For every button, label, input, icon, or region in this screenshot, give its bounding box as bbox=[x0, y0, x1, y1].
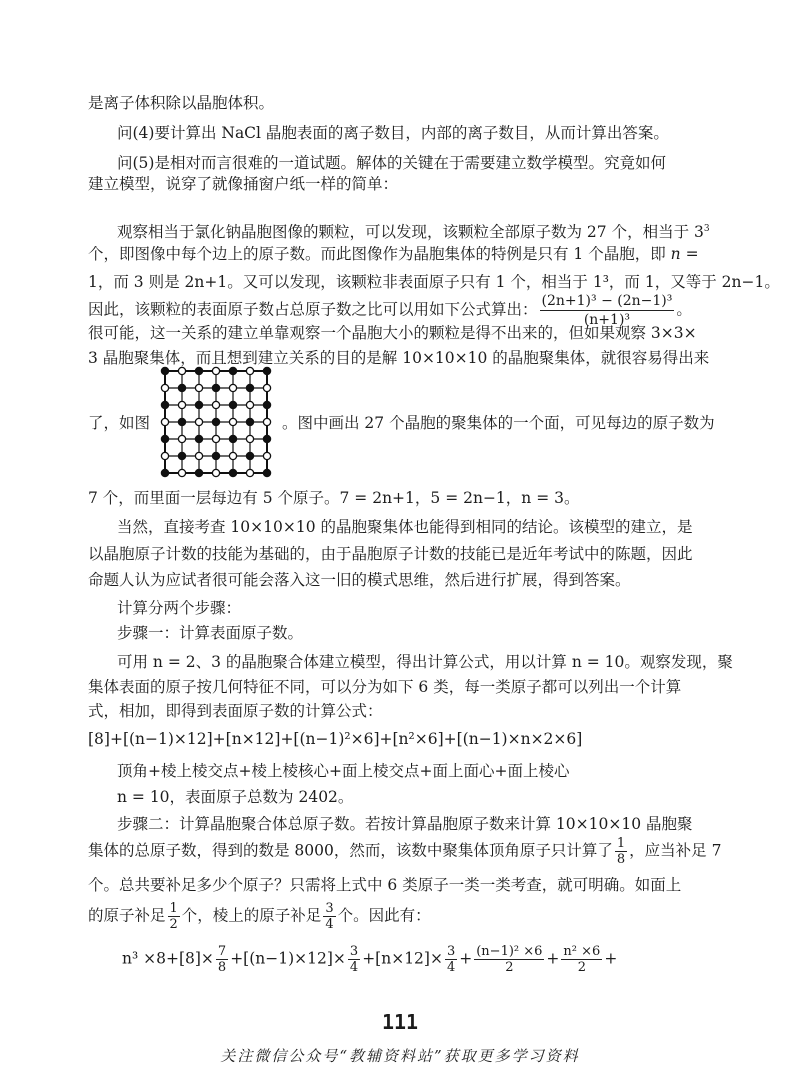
text-span: 个。因此有： bbox=[337, 906, 431, 925]
fraction-numerator: 3 bbox=[325, 901, 334, 916]
fraction bbox=[216, 944, 228, 975]
formula-line bbox=[0, 944, 800, 975]
lattice-atom-solid bbox=[263, 367, 270, 374]
text-line: 当然，直接考查 10×10×10 的晶胞聚集体也能得到相同的结论。该模型的建立，是 bbox=[117, 518, 693, 536]
text-span: 因此，该颗粒的表面原子数占总原子数之比可以用如下公式算出： bbox=[88, 300, 538, 319]
text-line: 1，而 3 则是 2n+1。又可以发现，该颗粒非表面原子只有 1 个，相当于 1³，而 1，又等于 2n−1。 bbox=[88, 273, 780, 291]
lattice-atom-solid bbox=[246, 418, 253, 425]
lattice-atom-hollow bbox=[263, 418, 270, 425]
text-span: 集体的总原子数，得到的数是 8000，然而，该数中聚集体顶角原子只计算了 bbox=[88, 841, 613, 860]
lattice-atom-hollow bbox=[263, 384, 270, 391]
lattice-atom-hollow bbox=[195, 384, 202, 391]
lattice-atom-solid bbox=[161, 367, 168, 374]
lattice-atom-hollow bbox=[263, 452, 270, 459]
fraction-denominator: 2 bbox=[169, 917, 178, 932]
page-number: 111 bbox=[381, 1010, 419, 1034]
fraction bbox=[615, 836, 627, 867]
text-line: 3 晶胞聚集体，而且想到建立关系的目的是解 10×10×10 的晶胞聚集体，就很容易得出来 bbox=[88, 349, 710, 367]
fraction bbox=[348, 944, 360, 975]
lattice-atom-solid bbox=[229, 435, 236, 442]
lattice-atom-solid bbox=[178, 384, 185, 391]
fraction-denominator: 2 bbox=[505, 960, 514, 975]
fraction-numerator: (2n+1)³ − (2n−1)³ bbox=[541, 293, 673, 309]
text-span: ，应当补足 7 bbox=[629, 841, 722, 860]
lattice-atom-hollow bbox=[161, 418, 168, 425]
text-line: 个。总共要补足多少个原子？只需将上式中 6 类原子一类一类考查，就可明确。如面上 bbox=[88, 876, 682, 894]
text-line: 很可能，这一关系的建立单靠观察一个晶胞大小的颗粒是得不出来的，但如果观察 3×3× bbox=[88, 324, 697, 342]
lattice-atom-solid bbox=[246, 452, 253, 459]
lattice-atom-solid bbox=[263, 469, 270, 476]
text-line: 是离子体积除以晶胞体积。 bbox=[88, 94, 275, 112]
text-line: 可用 n = 2、3 的晶胞聚合体建立模型，得出计算公式，用以计算 n = 10。观察发现，聚 bbox=[117, 653, 733, 671]
lattice-atom-hollow bbox=[229, 418, 236, 425]
text-line: 命题人认为应试者很可能会落入这一旧的模式思维，然后进行扩展，得到答案。 bbox=[88, 571, 631, 589]
text-span: +[n×12]× bbox=[362, 949, 443, 968]
text-span: + bbox=[459, 949, 473, 968]
text-span: 个，棱上的原子补足 bbox=[181, 906, 322, 925]
text-line: 问(4)要计算出 NaCl 晶胞表面的离子数目，内部的离子数目，从而计算出答案。 bbox=[117, 124, 669, 142]
text-span: 个，即图像中每个边上的原子数。而此图像作为晶胞集体的特例是只有 1 个晶胞，即 bbox=[88, 245, 671, 263]
fraction-denominator: 2 bbox=[577, 960, 586, 975]
lattice-atom-hollow bbox=[246, 435, 253, 442]
text-line bbox=[0, 901, 800, 932]
lattice-atom-hollow bbox=[161, 384, 168, 391]
lattice-atom-hollow bbox=[246, 367, 253, 374]
lattice-atom-solid bbox=[212, 418, 219, 425]
lattice-atom-hollow bbox=[178, 469, 185, 476]
text-line bbox=[0, 221, 800, 243]
lattice-atom-hollow bbox=[195, 418, 202, 425]
lattice-atom-solid bbox=[195, 469, 202, 476]
fraction-numerator: n² ×6 bbox=[563, 944, 601, 959]
lattice-atom-hollow bbox=[178, 401, 185, 408]
math-var: n bbox=[670, 245, 681, 263]
fraction-denominator: (n+1)³ bbox=[583, 312, 631, 328]
fraction bbox=[474, 944, 544, 975]
text-span: 了，如图 bbox=[88, 414, 151, 432]
text-line bbox=[0, 836, 800, 867]
lattice-atom-hollow bbox=[212, 469, 219, 476]
text-line bbox=[0, 243, 800, 265]
lattice-atom-solid bbox=[161, 469, 168, 476]
lattice-atom-hollow bbox=[246, 401, 253, 408]
lattice-atom-solid bbox=[178, 418, 185, 425]
lattice-atom-solid bbox=[229, 469, 236, 476]
lattice-atom-hollow bbox=[229, 384, 236, 391]
lattice-atom-hollow bbox=[178, 367, 185, 374]
lattice-atom-solid bbox=[229, 367, 236, 374]
text-line: 计算分两个步骤： bbox=[117, 599, 242, 617]
fraction-numerator: 3 bbox=[349, 944, 359, 959]
lattice-atom-hollow bbox=[212, 401, 219, 408]
text-line: 式，相加，即得到表面原子数的计算公式： bbox=[88, 702, 383, 720]
text-span: +[(n−1)×12]× bbox=[230, 949, 346, 968]
fraction-numerator: 7 bbox=[217, 944, 227, 959]
text-line: 7 个，而里面一层每边有 5 个原子。7 = 2n+1，5 = 2n−1，n = 3。 bbox=[88, 489, 580, 507]
lattice-atom-hollow bbox=[212, 435, 219, 442]
text-line: 建立模型，说穿了就像捅窗户纸一样的简单： bbox=[88, 175, 399, 193]
fraction-numerator: 3 bbox=[446, 944, 456, 959]
lattice-atom-solid bbox=[212, 452, 219, 459]
fraction-denominator: 8 bbox=[217, 960, 227, 975]
lattice-atom-hollow bbox=[246, 469, 253, 476]
text-line: 步骤二：计算晶胞聚合体总原子数。若按计算晶胞原子数来计算 10×10×10 晶胞聚 bbox=[117, 815, 693, 833]
lattice-atom-hollow bbox=[195, 452, 202, 459]
lattice-atom-hollow bbox=[229, 452, 236, 459]
text-line: 顶角+棱上棱交点+棱上棱核心+面上棱交点+面上面心+面上棱心 bbox=[117, 762, 570, 780]
fraction-denominator: 4 bbox=[349, 960, 359, 975]
text-span: + bbox=[546, 949, 560, 968]
lattice-atom-solid bbox=[195, 367, 202, 374]
superscript: 3 bbox=[703, 223, 710, 234]
lattice-figure bbox=[158, 364, 278, 484]
fraction-numerator: 1 bbox=[616, 836, 626, 851]
lattice-atom-solid bbox=[195, 401, 202, 408]
fraction-denominator: 4 bbox=[446, 960, 456, 975]
text-line: 以晶胞原子计数的技能为基础的，由于晶胞原子计数的技能已是近年考试中的陈题，因此 bbox=[88, 545, 693, 563]
text-span: = bbox=[680, 245, 699, 263]
text-span: + bbox=[604, 949, 618, 968]
fraction bbox=[561, 944, 602, 975]
lattice-atom-solid bbox=[178, 452, 185, 459]
footer-note: 关注微信公众号“教辅资料站”获取更多学习资料 bbox=[220, 1047, 580, 1065]
fraction-numerator: (n−1)² ×6 bbox=[476, 944, 543, 959]
text-line: 步骤一：计算表面原子数。 bbox=[117, 624, 304, 642]
text-line: n = 10，表面原子总数为 2402。 bbox=[117, 788, 354, 806]
fraction-denominator: 4 bbox=[325, 917, 334, 932]
lattice-atom-solid bbox=[212, 384, 219, 391]
lattice-atom-solid bbox=[263, 435, 270, 442]
lattice-atom-hollow bbox=[212, 367, 219, 374]
lattice-atom-solid bbox=[161, 401, 168, 408]
text-span: n³ ×8+[8]× bbox=[122, 949, 214, 968]
lattice-atom-solid bbox=[246, 384, 253, 391]
text-span: 。图中画出 27 个晶胞的聚集体的一个面，可见每边的原子数为 bbox=[282, 414, 715, 432]
lattice-atom-hollow bbox=[161, 452, 168, 459]
text-line: 集体表面的原子按几何特征不同，可以分为如下 6 类，每一类原子都可以列出一个计算 bbox=[88, 678, 682, 696]
lattice-atom-solid bbox=[195, 435, 202, 442]
lattice-atom-hollow bbox=[178, 435, 185, 442]
lattice-atom-solid bbox=[161, 435, 168, 442]
fraction-numerator: 1 bbox=[169, 901, 178, 916]
fraction bbox=[445, 944, 457, 975]
formula-line: [8]+[(n−1)×12]+[n×12]+[(n−1)²×6]+[n²×6]+[(n−1)×n×2×6] bbox=[88, 730, 583, 748]
text-line: 问(5)是相对而言很难的一道试题。解体的关键在于需要建立数学模型。究竟如何 bbox=[117, 154, 666, 172]
text-span: 的原子补足 bbox=[88, 906, 166, 925]
lattice-atom-solid bbox=[229, 401, 236, 408]
lattice-atom-solid bbox=[263, 401, 270, 408]
fraction-denominator: 8 bbox=[616, 852, 626, 867]
fraction bbox=[323, 901, 335, 932]
text-span: 观察相当于氯化钠晶胞图像的颗粒，可以发现，该颗粒全部原子数为 27 个，相当于 3 bbox=[117, 223, 704, 241]
fraction bbox=[168, 901, 180, 932]
text-span: 。 bbox=[676, 300, 692, 319]
